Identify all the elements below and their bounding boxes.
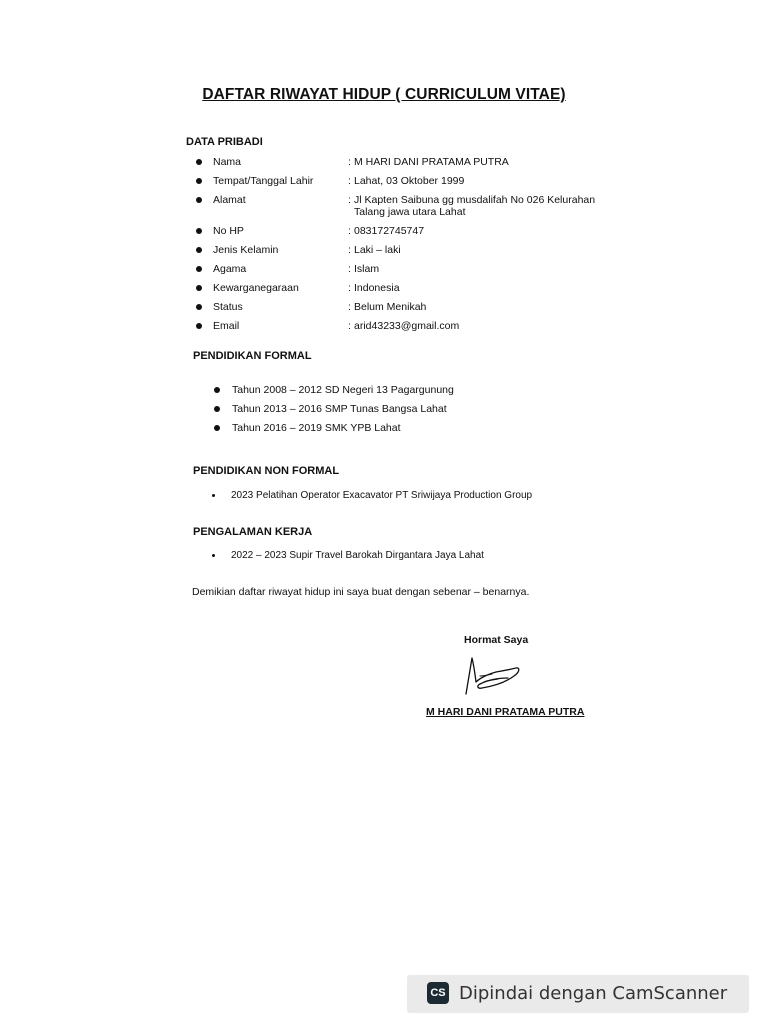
- row-label: Jenis Kelamin: [213, 244, 279, 256]
- bullet-icon: [196, 247, 202, 253]
- bullet-icon: [196, 266, 202, 272]
- row-label: Kewarganegaraan: [213, 282, 299, 294]
- row-label: Agama: [213, 263, 247, 275]
- row-colon: :: [348, 301, 351, 313]
- bullet-icon: [196, 159, 202, 165]
- signer-name: M HARI DANI PRATAMA PUTRA: [426, 706, 585, 718]
- row-value: 083172745747: [354, 225, 425, 237]
- row-colon: :: [348, 244, 351, 256]
- bullet-icon: [196, 197, 202, 203]
- education-text: Tahun 2013 – 2016 SMP Tunas Bangsa Lahat: [232, 403, 447, 415]
- row-value: Belum Menikah: [354, 301, 427, 313]
- closing-statement: Demikian daftar riwayat hidup ini saya buat dengan sebenar – benarnya.: [192, 586, 530, 598]
- bullet-icon: [196, 285, 202, 291]
- row-colon: :: [348, 194, 351, 206]
- row-label: Alamat: [213, 194, 246, 206]
- row-label: Nama: [213, 156, 242, 168]
- row-colon: :: [348, 175, 351, 187]
- bullet-icon: [196, 178, 202, 184]
- document-title: DAFTAR RIWAYAT HIDUP ( CURRICULUM VITAE): [202, 86, 566, 103]
- row-colon: :: [348, 263, 351, 275]
- work-experience-heading: PENGALAMAN KERJA: [193, 526, 313, 538]
- bullet-icon: [212, 554, 215, 557]
- bullet-icon: [214, 387, 220, 393]
- camscanner-watermark: [407, 975, 749, 1013]
- handwritten-signature-icon: [458, 652, 528, 698]
- regards-text: Hormat Saya: [464, 634, 529, 646]
- row-label: Status: [213, 301, 243, 313]
- row-value: Indonesia: [354, 282, 400, 294]
- experience-text: 2022 – 2023 Supir Travel Barokah Dirgantara Jaya Lahat: [231, 550, 484, 561]
- bullet-icon: [196, 228, 202, 234]
- row-label: Email: [213, 320, 240, 332]
- row-value: Islam: [354, 263, 380, 275]
- row-value: Lahat, 03 Oktober 1999: [354, 175, 465, 187]
- formal-education-heading: PENDIDIKAN FORMAL: [193, 350, 312, 362]
- bullet-icon: [214, 406, 220, 412]
- bullet-icon: [196, 304, 202, 310]
- camscanner-logo-icon: CS: [427, 982, 449, 1004]
- personal-data-heading: DATA PRIBADI: [186, 136, 263, 148]
- row-value: arid43233@gmail.com: [354, 320, 460, 332]
- bullet-icon: [214, 425, 220, 431]
- row-label: Tempat/Tanggal Lahir: [213, 175, 314, 187]
- watermark-text: Dipindai dengan CamScanner: [459, 983, 728, 1004]
- row-colon: :: [348, 225, 351, 237]
- row-colon: :: [348, 156, 351, 168]
- education-text: Tahun 2008 – 2012 SD Negeri 13 Pagargunung: [232, 384, 454, 396]
- education-text: Tahun 2016 – 2019 SMK YPB Lahat: [232, 422, 401, 434]
- bullet-icon: [196, 323, 202, 329]
- row-value: Laki – laki: [354, 244, 401, 256]
- row-colon: :: [348, 320, 351, 332]
- nonformal-education-heading: PENDIDIKAN NON FORMAL: [193, 465, 340, 477]
- row-label: No HP: [213, 225, 244, 237]
- bullet-icon: [212, 494, 215, 497]
- row-value: Jl Kapten Saibuna gg musdalifah No 026 Kelurahan Talang jawa utara Lahat: [354, 194, 596, 218]
- row-colon: :: [348, 282, 351, 294]
- row-value: M HARI DANI PRATAMA PUTRA: [354, 156, 509, 168]
- nonformal-text: 2023 Pelatihan Operator Exacavator PT Sriwijaya Production Group: [231, 490, 533, 501]
